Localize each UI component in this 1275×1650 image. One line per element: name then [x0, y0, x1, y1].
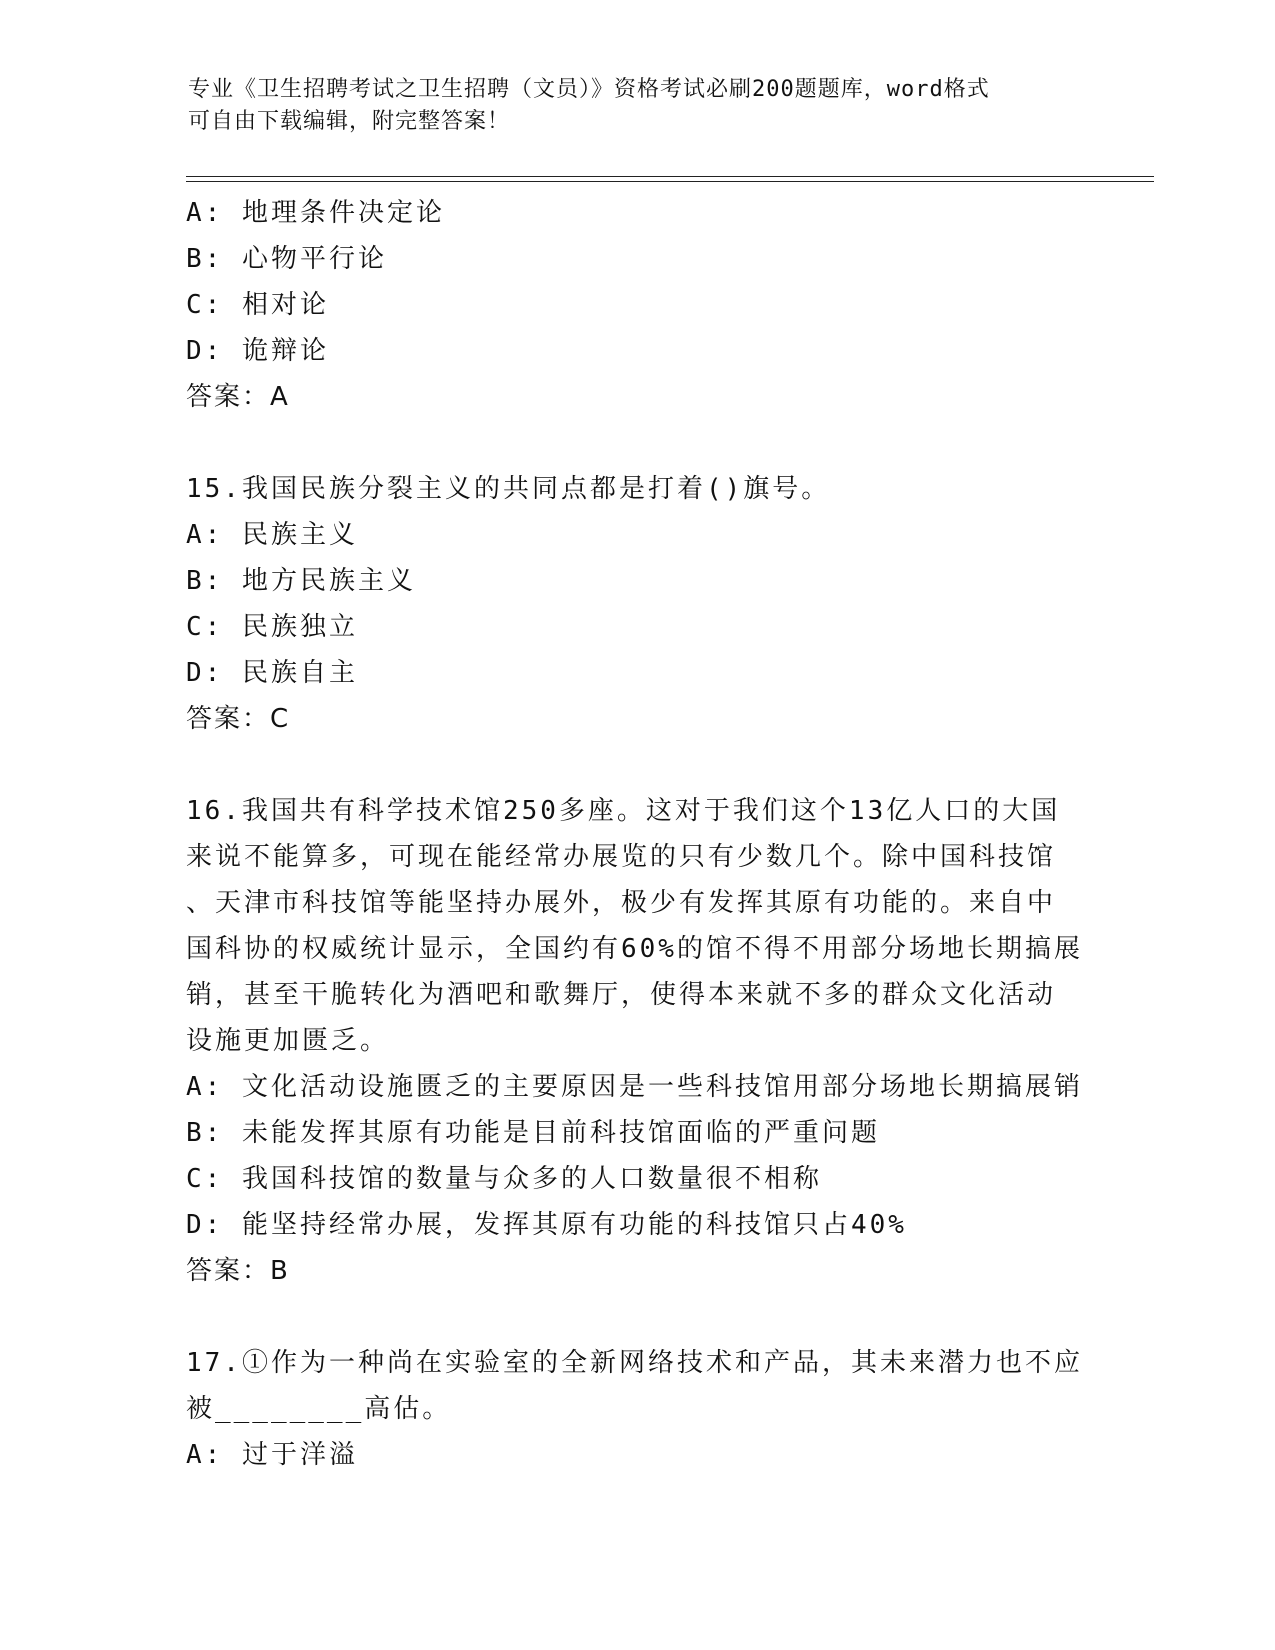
option-a: A: 文化活动设施匮乏的主要原因是一些科技馆用部分场地长期搞展销: [186, 1072, 1083, 1102]
answer-line: 答案：A: [186, 382, 290, 412]
document-header: [188, 74, 1068, 138]
header-title-line-2: 可自由下载编辑，附完整答案！: [188, 109, 511, 134]
answer-line: 答案：C: [186, 704, 291, 734]
question-stem-line: 被________高估。: [186, 1394, 452, 1424]
question-stem-line: 来说不能算多，可现在能经常办展览的只有少数几个。除中国科技馆: [186, 842, 1057, 872]
header-divider-bottom: [186, 181, 1154, 182]
answer-line: 答案：B: [186, 1256, 290, 1286]
option-d: D: 民族自主: [186, 658, 358, 688]
question-16: [186, 788, 1086, 1294]
option-b: B: 未能发挥其原有功能是目前科技馆面临的严重问题: [186, 1118, 880, 1148]
option-a: A: 过于洋溢: [186, 1440, 358, 1470]
question-stem-line: 17.①作为一种尚在实验室的全新网络技术和产品，其未来潜力也不应: [186, 1348, 1083, 1378]
question-stem-line: 、天津市科技馆等能坚持办展外，极少有发挥其原有功能的。来自中: [186, 888, 1057, 918]
option-c: C: 我国科技馆的数量与众多的人口数量很不相称: [186, 1164, 822, 1194]
question-stem-line: 16.我国共有科学技术馆250多座。这对于我们这个13亿人口的大国: [186, 796, 1061, 826]
question-stem-line: 设施更加匮乏。: [186, 1026, 390, 1056]
option-b: B: 地方民族主义: [186, 566, 416, 596]
option-a: A: 地理条件决定论: [186, 198, 445, 228]
question-spacer: [186, 420, 1086, 466]
question-stem-line: 销，甚至干脆转化为酒吧和歌舞厅，使得本来就不多的群众文化活动: [186, 980, 1057, 1010]
question-stem: 15.我国民族分裂主义的共同点都是打着()旗号。: [186, 474, 831, 504]
question-14: [186, 190, 1086, 420]
header-title-line-1: 专业《卫生招聘考试之卫生招聘（文员）》资格考试必刷200题题库，word格式: [188, 77, 990, 102]
option-d: D: 诡辩论: [186, 336, 329, 366]
option-a: A: 民族主义: [186, 520, 358, 550]
option-c: C: 民族独立: [186, 612, 358, 642]
question-spacer: [186, 742, 1086, 788]
option-b: B: 心物平行论: [186, 244, 387, 274]
option-d: D: 能坚持经常办展，发挥其原有功能的科技馆只占40%: [186, 1210, 907, 1240]
header-divider-top: [186, 176, 1154, 177]
question-spacer: [186, 1294, 1086, 1340]
question-list: [186, 190, 1086, 1478]
question-17: [186, 1340, 1086, 1478]
question-15: [186, 466, 1086, 742]
question-stem-line: 国科协的权威统计显示，全国约有60%的馆不得不用部分场地长期搞展: [186, 934, 1083, 964]
option-c: C: 相对论: [186, 290, 329, 320]
